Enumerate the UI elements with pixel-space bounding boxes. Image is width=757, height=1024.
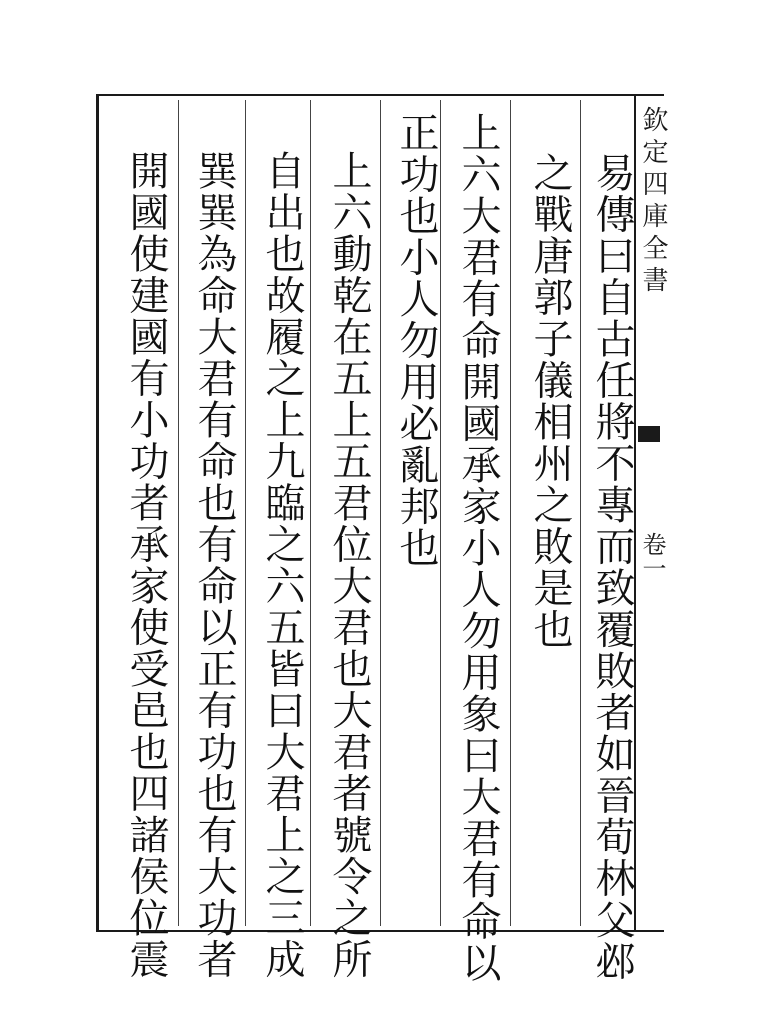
text-column-7: 巽巽為命大君有命也有命以正有功也有大功者 xyxy=(191,150,237,980)
text-column-4: 正功也小人勿用必亂邦也 xyxy=(393,112,439,569)
column-rule xyxy=(178,100,179,926)
column-rule xyxy=(310,100,311,926)
column-rule xyxy=(580,100,581,926)
text-column-5: 上六動乾在五上五君位大君也大君者號令之所 xyxy=(326,150,372,980)
page-margin-header xyxy=(634,96,668,930)
column-rule xyxy=(510,100,511,926)
book-title: 欽定四庫全書 xyxy=(638,106,668,298)
text-column-6: 自出也故履之上九臨之六五皆曰大君上之三成 xyxy=(259,150,305,980)
text-column-8: 開國使建國有小功者承家使受邑也四諸侯位震 xyxy=(123,150,169,980)
column-rule xyxy=(245,100,246,926)
text-column-1: 易傳曰自古任將不專而致覆敗者如晉荀林父邲 xyxy=(589,152,635,982)
text-column-3: 上六大君有命開國承家小人勿用象曰大君有命以 xyxy=(455,112,501,984)
column-rule xyxy=(380,100,381,926)
fish-tail-mark xyxy=(638,426,660,442)
text-column-2: 之戰唐郭子儀相州之敗是也 xyxy=(527,152,573,650)
volume-label: 卷一 xyxy=(638,532,666,580)
